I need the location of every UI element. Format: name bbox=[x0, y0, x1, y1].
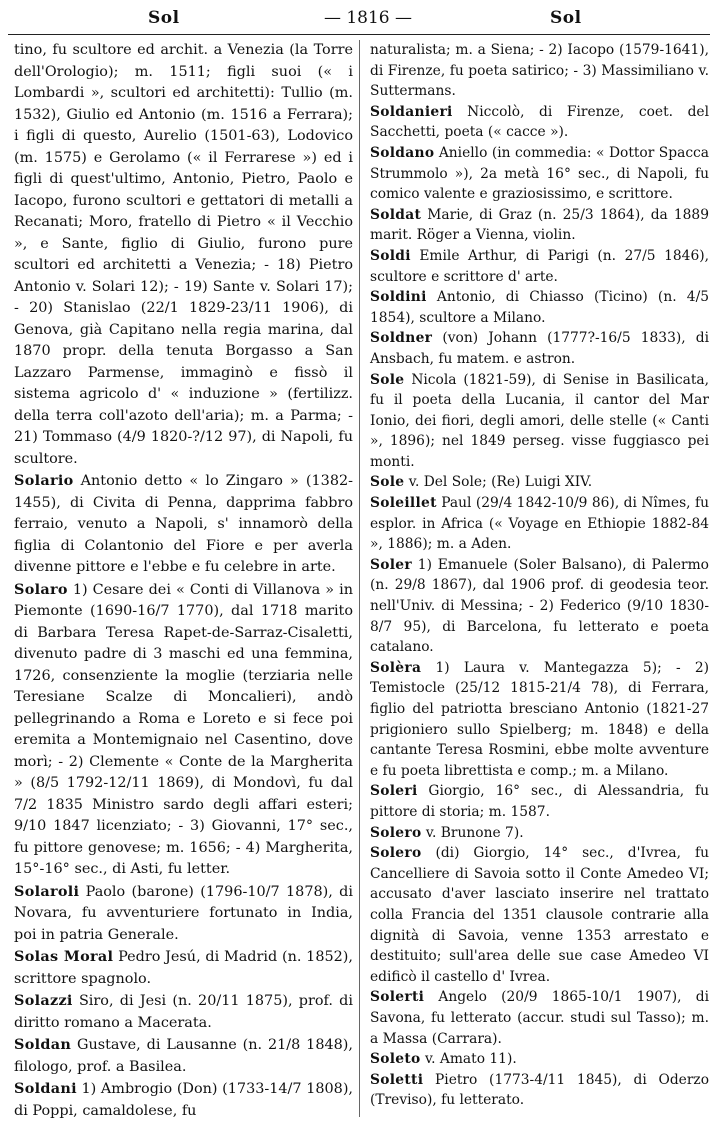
column-divider bbox=[359, 40, 360, 1117]
entry-text: Angelo (20/9 1865-10/1 1907), di Savona, fu letterato (accur. studi sul Tasso); m. a Massa (Carrara). bbox=[370, 989, 709, 1047]
entry-headword: Solas Moral bbox=[14, 948, 114, 965]
entry-headword: Soldan bbox=[14, 1036, 72, 1053]
entry-text: Pedro Jesú, di Madrid (n. 1852), scrittore spagnolo. bbox=[14, 949, 353, 987]
entry-headword: Soleillet bbox=[370, 495, 437, 512]
dictionary-entry bbox=[370, 1049, 709, 1070]
entry-headword: Solario bbox=[14, 472, 74, 489]
entry-text: Paul (29/4 1842-10/9 86), di Nîmes, fu esplor. in Africa (« Voyage en Ethiopie 1882-84 », 1886); m. a Aden. bbox=[370, 495, 709, 553]
entry-headword: Soldner bbox=[370, 330, 433, 347]
entry-headword: Soldani bbox=[14, 1080, 77, 1097]
dictionary-entry bbox=[370, 555, 709, 658]
dictionary-entry bbox=[14, 946, 353, 990]
dictionary-entry bbox=[370, 246, 709, 287]
entry-text: v. Amato 11). bbox=[424, 1051, 517, 1068]
dictionary-entry bbox=[370, 40, 709, 102]
entry-text: (von) Johann (1777?-16/5 1833), di Ansbach, fu matem. e astron. bbox=[370, 330, 709, 367]
dictionary-entry bbox=[14, 470, 353, 579]
entry-text: naturalista; m. a Siena; - 2) Iacopo (1579-1641), di Firenze, fu poeta satirico; - 3) Massimiliano v. Suttermans. bbox=[370, 42, 709, 100]
entry-text: tino, fu scultore ed archit. a Venezia (la Torre dell'Orologio); m. 1511; figli suoi (« i Lombardi », scultori ed architetti): Tullio (m. 1532), Giulio ed Antonio (m. 1516 a Ferrara); i figli di questo, Aurelio (1501-63), Lodovico (m. 1575) e Gerolamo (« il Ferrarese ») ed i figli di quest'ultimo, Antonio, Pietro, Paolo e Iacopo, furono scultori e gettatori di metalli a Recanati; Moro, fratello di Pietro « il Vecchio », e Sante, figlio di Giulio, furono pure scultori ed architetti a Venezia; - 18) Pietro Antonio v. Solari 12); - 19) Sante v. Solari 17); - 20) Stanislao (22/1 1829-23/11 1906), di Genova, già Capitano nella regia marina, dal 1870 propr. della tenuta Borgasso a San Lazzaro Parmense, immaginò e fissò il sistema agricolo d' « induzione » (fertilizz. della terra coll'azoto dell'aria); m. a Parma; - 21) Tommaso (4/9 1820-?/12 97), di Napoli, fu scultore. bbox=[14, 42, 353, 467]
dictionary-entry bbox=[14, 990, 353, 1034]
dictionary-entry bbox=[370, 143, 709, 205]
entry-text: Marie, di Graz (n. 25/3 1864), da 1889 marit. Röger a Vienna, violin. bbox=[370, 206, 709, 244]
dictionary-entry bbox=[370, 328, 709, 369]
entry-text: v. Brunone 7). bbox=[425, 824, 524, 841]
page-number: — 1816 — bbox=[323, 8, 413, 28]
running-head-left: Sol bbox=[148, 8, 180, 28]
entry-headword: Soldini bbox=[370, 289, 427, 306]
entry-text: Siro, di Jesi (n. 20/11 1875), prof. di diritto romano a Macerata. bbox=[14, 993, 353, 1031]
dictionary-entry bbox=[370, 205, 709, 246]
entry-text: 1) Emanuele (Soler Balsano), di Palermo (n. 29/8 1867), dal 1906 prof. di geodesia teor. nell'Univ. di Messina; - 2) Federico (9/10 1830-8/7 95), di Barcelona, fu letterato e poeta catalano. bbox=[370, 556, 709, 656]
entry-headword: Solerti bbox=[370, 989, 425, 1006]
left-column bbox=[14, 40, 353, 1122]
entry-headword: Solèra bbox=[370, 659, 422, 676]
entry-headword: Soleri bbox=[370, 783, 418, 800]
entry-headword: Soldi bbox=[370, 247, 411, 264]
dictionary-entry bbox=[370, 843, 709, 987]
entry-text: Gustave, di Lausanne (n. 21/8 1848), filologo, prof. a Basilea. bbox=[14, 1037, 353, 1075]
dictionary-entry bbox=[14, 579, 353, 881]
entry-headword: Soler bbox=[370, 556, 412, 573]
entry-text: 1) Cesare dei « Conti di Villanova » in Piemonte (1690-16/7 1770), dal 1718 marito di Barbara Teresa Rapet-de-Sarraz-Cisaletti, divenuto padre di 3 maschi ed una femmina, 1726, consenziente la moglie (terziaria nelle Teresiane Scalze di Moncalieri), andò pellegrinando a Roma e Loreto e si fece poi eremita a Montemignaio nel Casentino, dove morì; - 2) Clemente « Conte de la Margherita » (8/5 1792-12/11 1869), di Mondovì, fu dal 7/2 1835 Ministro sardo degli affari esteri; 9/10 1847 licenziato; - 3) Giovanni, 17° sec., fu pittore genovese; m. 1656; - 4) Margherita, 15°-16° sec., di Asti, fu letter. bbox=[14, 581, 354, 877]
right-column bbox=[370, 40, 709, 1111]
entry-text: Emile Arthur, di Parigi (n. 27/5 1846), scultore e scrittore d' arte. bbox=[370, 247, 709, 285]
dictionary-entry bbox=[370, 658, 709, 782]
entry-headword: Solero bbox=[370, 845, 422, 862]
entry-headword: Solaro bbox=[14, 580, 68, 598]
entry-text: Nicola (1821-59), di Senise in Basilicata, fu il poeta della Lucania, il cantor del Mar Ionio, dei fiori, degli amori, delle stelle (« Canti », 1896); nel 1849 perseg. visse fuggiasco pei monti. bbox=[370, 371, 710, 470]
entry-headword: Sole bbox=[370, 474, 405, 491]
running-head-right: Sol bbox=[549, 8, 582, 28]
entry-text: Antonio detto « lo Zingaro » (1382-1455), di Civita di Penna, dapprima fabbro ferraio, venuto a Napoli, s' innamorò della figlia di Colantonio del Fiore e per averla divenne pittore e l'ebbe e fu celebre in arte. bbox=[14, 473, 354, 575]
entry-headword: Soldanieri bbox=[370, 103, 453, 120]
entry-text: Aniello (in commedia: « Dottor Spacca Strummolo »), 2a metà 16° sec., di Napoli, fu comico valente e graziosissimo, e scrittore. bbox=[370, 144, 710, 203]
entry-text: Pietro (1773-4/11 1845), di Oderzo (Treviso), fu letterato. bbox=[370, 1071, 709, 1109]
entry-text: Niccolò, di Firenze, coet. del Sacchetti, poeta (« cacce »). bbox=[370, 103, 709, 141]
entry-text: 1) Ambrogio (Don) (1733-14/7 1808), di Poppi, camaldolese, fu bbox=[14, 1081, 354, 1119]
dictionary-entry bbox=[370, 1070, 709, 1111]
dictionary-entry bbox=[14, 881, 353, 947]
entry-headword: Soleto bbox=[370, 1051, 421, 1068]
entry-text: 1) Laura v. Mantegazza 5); - 2) Temistocle (25/12 1815-21/4 78), di Ferrara, figlio del patriotta bresciano Antonio (1821-27 prigioniero sullo Spielberg; m. 1848) e della cantante Teresa Rosmini, ebbe molte avventure e fu poeta librettista e comp.; m. a Milano. bbox=[370, 659, 709, 779]
entry-text: Paolo (barone) (1796-10/7 1878), di Novara, fu avventuriere fortunato in India, poi in patria Generale. bbox=[14, 883, 354, 943]
entry-headword: Solaroli bbox=[14, 882, 80, 900]
entry-headword: Soletti bbox=[370, 1071, 424, 1088]
entry-text: Antonio, di Chiasso (Ticino) (n. 4/5 1854), scultore a Milano. bbox=[370, 289, 709, 326]
dictionary-entry bbox=[14, 1078, 353, 1122]
dictionary-entry bbox=[370, 823, 709, 844]
entry-text: v. Del Sole; (Re) Luigi XIV. bbox=[408, 474, 593, 491]
page-header bbox=[8, 6, 710, 30]
entry-headword: Sole bbox=[370, 371, 405, 388]
dictionary-entry bbox=[14, 1034, 353, 1078]
entry-headword: Soldat bbox=[370, 206, 422, 223]
dictionary-entry bbox=[370, 987, 709, 1049]
header-rule bbox=[8, 34, 710, 35]
entry-headword: Solero bbox=[370, 824, 422, 841]
dictionary-entry bbox=[14, 40, 353, 470]
dictionary-entry bbox=[370, 493, 709, 555]
entry-headword: Solazzi bbox=[14, 992, 73, 1009]
dictionary-entry bbox=[370, 102, 709, 143]
dictionary-entry bbox=[370, 781, 709, 822]
dictionary-entry bbox=[370, 472, 709, 493]
dictionary-entry bbox=[370, 287, 709, 328]
entry-text: Giorgio, 16° sec., di Alessandria, fu pittore di storia; m. 1587. bbox=[370, 783, 709, 820]
entry-text: (di) Giorgio, 14° sec., d'Ivrea, fu Cancelliere di Savoia sotto il Conte Amedeo VI; accusato d'aver lasciato inserire nel trattato colla Francia del 1351 clausole contrarie alla dignità di Savoia, venne 1353 arrestato e destituito; sull'area delle sue case Amedeo VI edificò il castello d' Ivrea. bbox=[370, 845, 709, 985]
entry-headword: Soldano bbox=[370, 144, 435, 161]
dictionary-entry bbox=[370, 370, 709, 473]
